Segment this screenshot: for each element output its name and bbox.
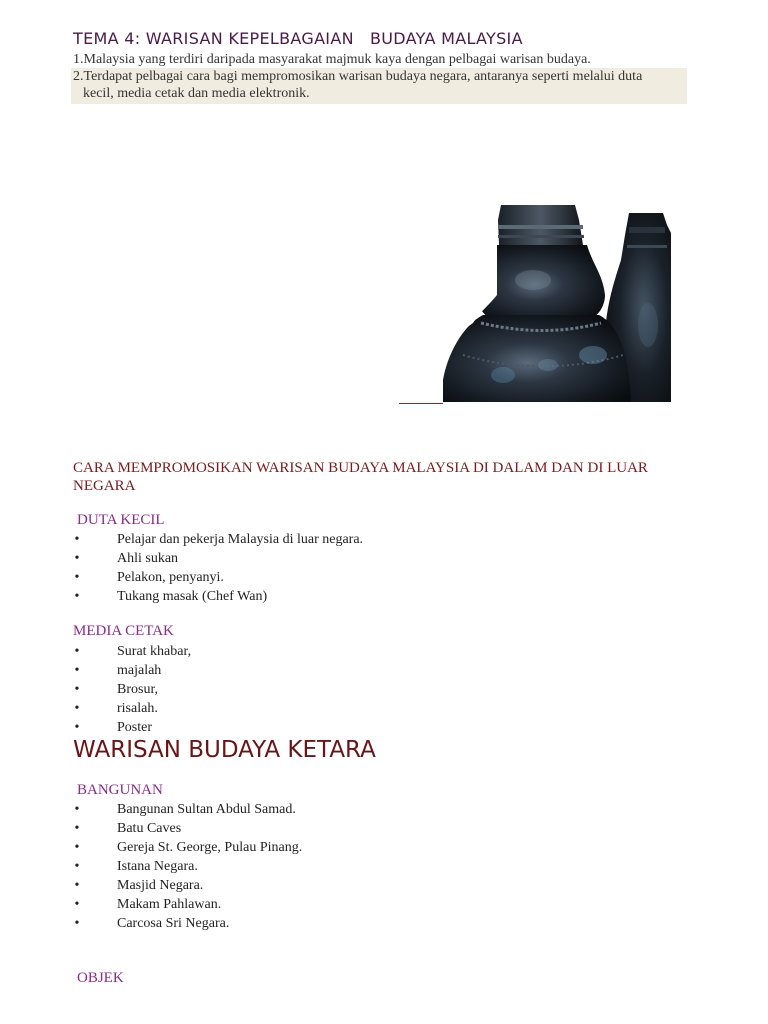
promo-heading-line-1: CARA MEMPROMOSIKAN WARISAN BUDAYA MALAYSIA DI DALAM DAN DI LUAR [73, 460, 648, 476]
list-item: • Pelajar dan pekerja Malaysia di luar negara. [74, 532, 364, 547]
list-item: • Makam Pahlawan. [74, 897, 222, 912]
list-item: • Gereja St. George, Pulau Pinang. [74, 840, 303, 855]
duta-kecil-list [72, 530, 572, 606]
intro-paragraph-2 [71, 68, 687, 104]
ketara-heading: WARISAN BUDAYA KETARA [73, 737, 376, 763]
list-item: • Bangunan Sultan Abdul Samad. [74, 802, 296, 817]
list-item: • Poster [74, 720, 152, 735]
vase-illustration [443, 205, 671, 402]
duta-kecil-heading: DUTA KECIL [77, 512, 165, 528]
list-item: • risalah. [74, 701, 158, 716]
list-item: • Ahli sukan [74, 551, 179, 566]
link-underline [399, 403, 443, 404]
list-item: • Pelakon, penyanyi. [74, 570, 224, 585]
list-item: • Surat khabar, [74, 644, 192, 659]
promo-heading-line-2: NEGARA [73, 478, 136, 494]
list-item: • Tukang masak (Chef Wan) [74, 589, 268, 604]
list-item: • Batu Caves [74, 821, 182, 836]
intro-paragraph-2-line-1: 2.Terdapat pelbagai cara bagi mempromosikan warisan budaya negara, antaranya seperti melalui duta [73, 69, 643, 84]
promo-heading [73, 459, 713, 495]
list-item: • majalah [74, 663, 162, 678]
list-item: • Carcosa Sri Negara. [74, 916, 230, 931]
list-item: • Brosur, [74, 682, 159, 697]
intro-paragraph-2-line-2: kecil, media cetak dan media elektronik. [83, 86, 310, 101]
list-item: • Masjid Negara. [74, 878, 204, 893]
page-title: TEMA 4: WARISAN KEPELBAGAIAN BUDAYA MALAYSIA [73, 29, 523, 48]
media-cetak-heading: MEDIA CETAK [73, 623, 174, 639]
bangunan-heading: BANGUNAN [77, 782, 163, 798]
bangunan-list [72, 800, 572, 933]
intro-paragraph-1: 1.Malaysia yang terdiri daripada masyarakat majmuk kaya dengan pelbagai warisan budaya. [73, 52, 591, 67]
media-cetak-list [72, 642, 572, 737]
tembikar-vase-image [443, 205, 671, 402]
list-item: • Istana Negara. [74, 859, 198, 874]
objek-heading: OBJEK [77, 970, 124, 986]
